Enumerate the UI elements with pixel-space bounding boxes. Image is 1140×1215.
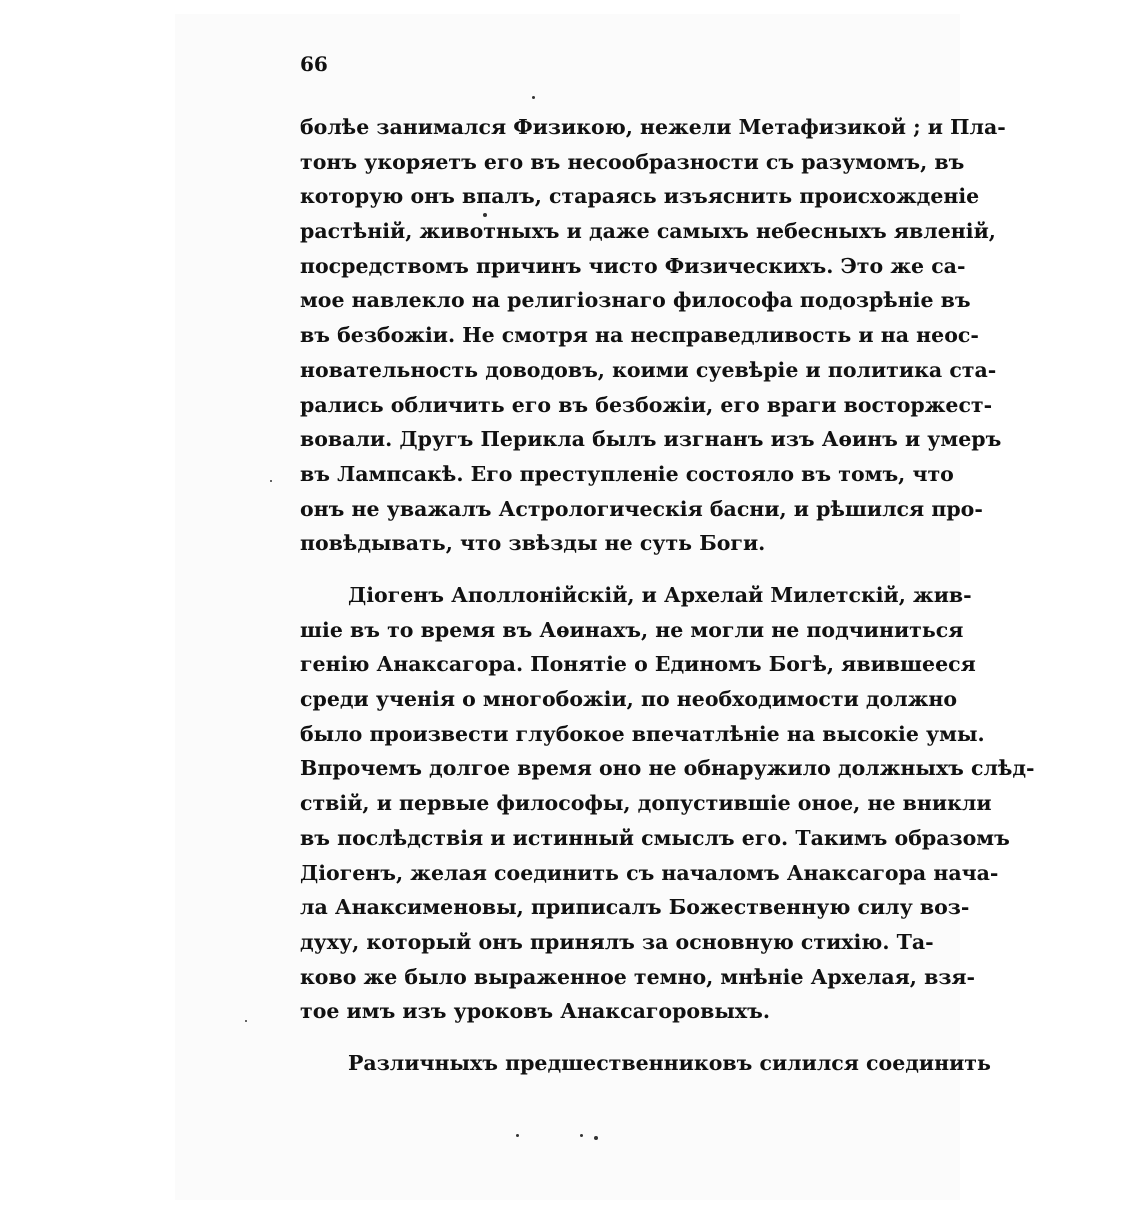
text-line: онъ не уважалъ Астрологическія басни, и рѣшился про-: [300, 496, 983, 521]
text-line: ла Анаксименовы, приписалъ Божественную силу воз-: [300, 895, 970, 920]
text-line: тое имъ изъ уроковъ Анаксагоровыхъ.: [300, 999, 770, 1024]
text-line: въ Лампсакѣ. Его преступленіе состояло въ томъ, что: [300, 461, 954, 486]
text-line: ствій, и первые философы, допустившіе оное, не вникли: [300, 791, 992, 816]
scan-speck: [594, 1136, 598, 1140]
text-line: было произвести глубокое впечатлѣніе на высокіе умы.: [300, 721, 985, 746]
text-line: Діогенъ Аполлонійскій, и Архелай Милетскій, жив-: [348, 583, 972, 607]
text-line: шіе въ то время въ Аѳинахъ, не могли не подчиниться: [300, 617, 964, 642]
text-line: растѣній, животныхъ и даже самыхъ небесныхъ явленій,: [300, 219, 996, 244]
text-line: повѣдывать, что звѣзды не суть Боги.: [300, 531, 766, 556]
paragraph-3: [300, 1046, 991, 1081]
text-line: болѣе занимался Физикою, нежели Метафизикой ; и Пла-: [300, 115, 1006, 139]
text-line: ково же было выраженное темно, мнѣніе Архелая, взя-: [300, 964, 976, 989]
scan-speck: [483, 213, 487, 217]
scan-speck: [580, 1134, 583, 1137]
text-line: Діогенъ, желая соединить съ началомъ Анаксагора нача-: [300, 860, 999, 885]
scan-speck: [270, 480, 272, 482]
text-line: мое навлекло на религіознаго философа подозрѣніе въ: [300, 288, 971, 313]
scan-speck: [245, 1020, 247, 1022]
text-line: духу, который онъ принялъ за основную стихію. Та-: [300, 929, 934, 954]
text-line: которую онъ впалъ, стараясь изъяснить происхожденіе: [300, 184, 980, 209]
page-number: 66: [300, 52, 328, 76]
scan-speck: [516, 1134, 519, 1137]
text-line: тонъ укоряетъ его въ несообразности съ разумомъ, въ: [300, 149, 965, 174]
text-line: Впрочемъ долгое время оно не обнаружило должныхъ слѣд-: [300, 756, 1035, 781]
text-line: посредствомъ причинъ чисто Физическихъ. Это же са-: [300, 253, 966, 278]
text-line: новательность доводовъ, коими суевѣріе и политика ста-: [300, 357, 997, 382]
text-line: рались обличить его въ безбожіи, его враги восторжест-: [300, 392, 993, 417]
text-line: въ послѣдствія и истинный смыслъ его. Такимъ образомъ: [300, 825, 1010, 850]
text-line: среди ученія о многобожіи, по необходимости должно: [300, 687, 958, 712]
paragraph-1: [300, 110, 1006, 561]
scan-speck: [532, 96, 535, 99]
text-line: вовали. Другъ Перикла былъ изгнанъ изъ Аѳинъ и умеръ: [300, 427, 1002, 452]
text-line: Различныхъ предшественниковъ силился соединить: [348, 1051, 991, 1075]
paragraph-2: [300, 578, 1035, 1029]
text-line: генію Анаксагора. Понятіе о Единомъ Богѣ, явившееся: [300, 652, 976, 677]
text-line: въ безбожіи. Не смотря на несправедливость и на неос-: [300, 323, 979, 348]
